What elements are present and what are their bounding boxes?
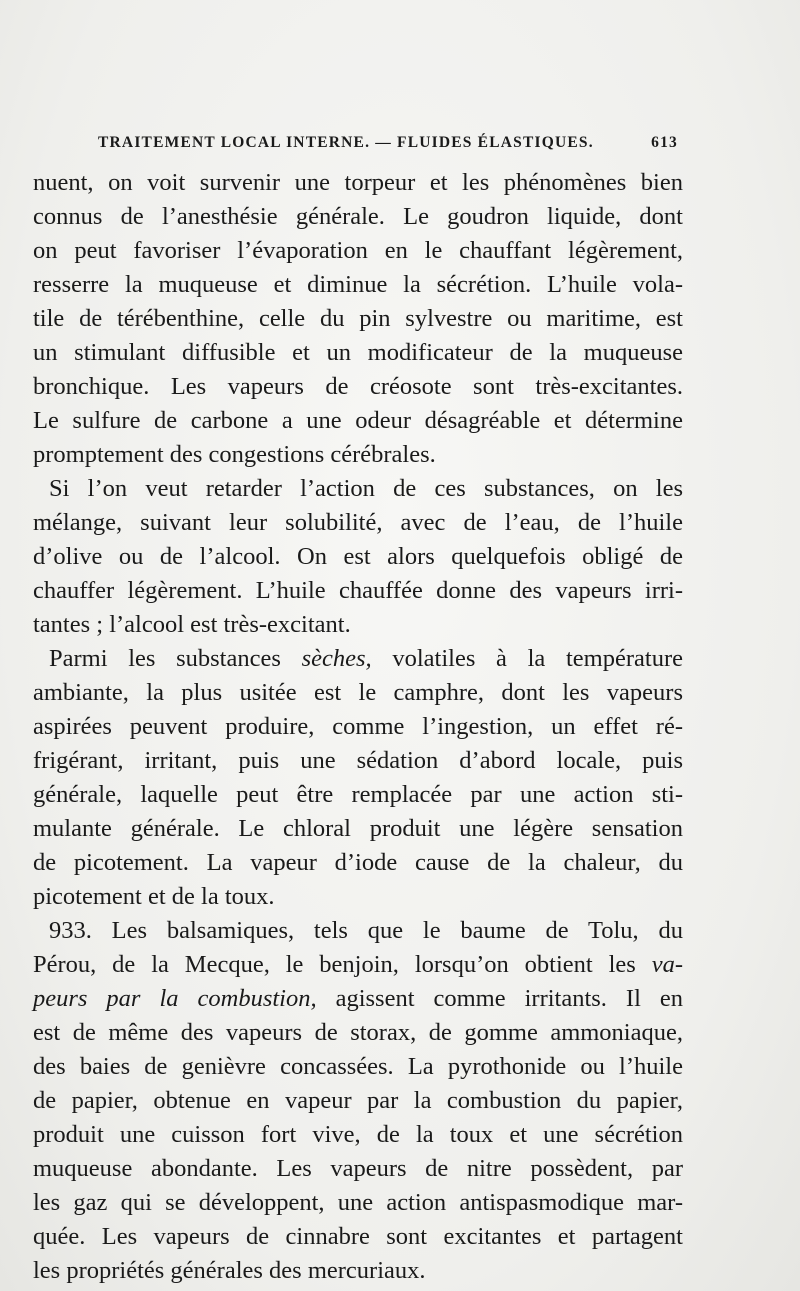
text-line: de papier, obtenue en vapeur par la combustion du papier, [33, 1087, 683, 1114]
numbered-paragraph-line: 933. Les balsamiques, tels que le baume de Tolu, du [49, 917, 683, 944]
text-line: aspirées peuvent produire, comme l’ingestion, un effet ré- [33, 713, 683, 740]
text-line: quée. Les vapeurs de cinnabre sont excitantes et partagent [33, 1223, 683, 1250]
text-line: ambiante, la plus usitée est le camphre, dont les vapeurs [33, 679, 683, 706]
text-line: les gaz qui se développent, une action antispasmodique mar- [33, 1189, 683, 1216]
paragraph-start-line: Si l’on veut retarder l’action de ces substances, on les [49, 475, 683, 502]
text-line: tile de térébenthine, celle du pin sylvestre ou maritime, est [33, 305, 683, 332]
running-title: TRAITEMENT LOCAL INTERNE. — FLUIDES ÉLASTIQUES. [98, 134, 594, 151]
text-line: nuent, on voit survenir une torpeur et les phénomènes bien [33, 169, 683, 196]
italic-term: peurs par la combustion, [33, 985, 317, 1012]
text-line: Le sulfure de carbone a une odeur désagréable et détermine [33, 407, 683, 434]
text-line: chauffer légèrement. L’huile chauffée donne des vapeurs irri- [33, 577, 683, 604]
text-line: promptement des congestions cérébrales. [33, 441, 436, 468]
text-line: de picotement. La vapeur d’iode cause de la chaleur, du [33, 849, 683, 876]
text-line: mélange, suivant leur solubilité, avec de l’eau, de l’huile [33, 509, 683, 536]
text-line: connus de l’anesthésie générale. Le goudron liquide, dont [33, 203, 683, 230]
text-line: Pérou, de la Mecque, le benjoin, lorsqu’on obtient les va- [33, 951, 683, 978]
text-line: muqueuse abondante. Les vapeurs de nitre possèdent, par [33, 1155, 683, 1182]
italic-term: va- [651, 951, 683, 978]
text-line: peurs par la combustion, agissent comme irritants. Il en [33, 985, 683, 1012]
body-text [33, 166, 683, 1288]
text-line: picotement et de la toux. [33, 883, 275, 910]
text-line: tantes ; l’alcool est très-excitant. [33, 611, 351, 638]
text-line: est de même des vapeurs de storax, de gomme ammoniaque, [33, 1019, 683, 1046]
text-line: produit une cuisson fort vive, de la toux et une sécrétion [33, 1121, 683, 1148]
text-line: on peut favoriser l’évaporation en le chauffant légèrement, [33, 237, 683, 264]
text-line: frigérant, irritant, puis une sédation d’abord locale, puis [33, 747, 683, 774]
text-line: des baies de genièvre concassées. La pyrothonide ou l’huile [33, 1053, 683, 1080]
text-line: générale, laquelle peut être remplacée par une action sti- [33, 781, 683, 808]
page-number: 613 [651, 134, 678, 151]
text-line: resserre la muqueuse et diminue la sécrétion. L’huile vola- [33, 271, 683, 298]
text-line: un stimulant diffusible et un modificateur de la muqueuse [33, 339, 683, 366]
text-line: d’olive ou de l’alcool. On est alors quelquefois obligé de [33, 543, 683, 570]
text-line: mulante générale. Le chloral produit une légère sensation [33, 815, 683, 842]
running-header [98, 134, 678, 152]
paragraph-start-line: Parmi les substances sèches, volatiles à la température [49, 645, 683, 672]
text-line: bronchique. Les vapeurs de créosote sont très-excitantes. [33, 373, 683, 400]
text-line: les propriétés générales des mercuriaux. [33, 1257, 426, 1284]
italic-term: sèches, [301, 645, 372, 672]
